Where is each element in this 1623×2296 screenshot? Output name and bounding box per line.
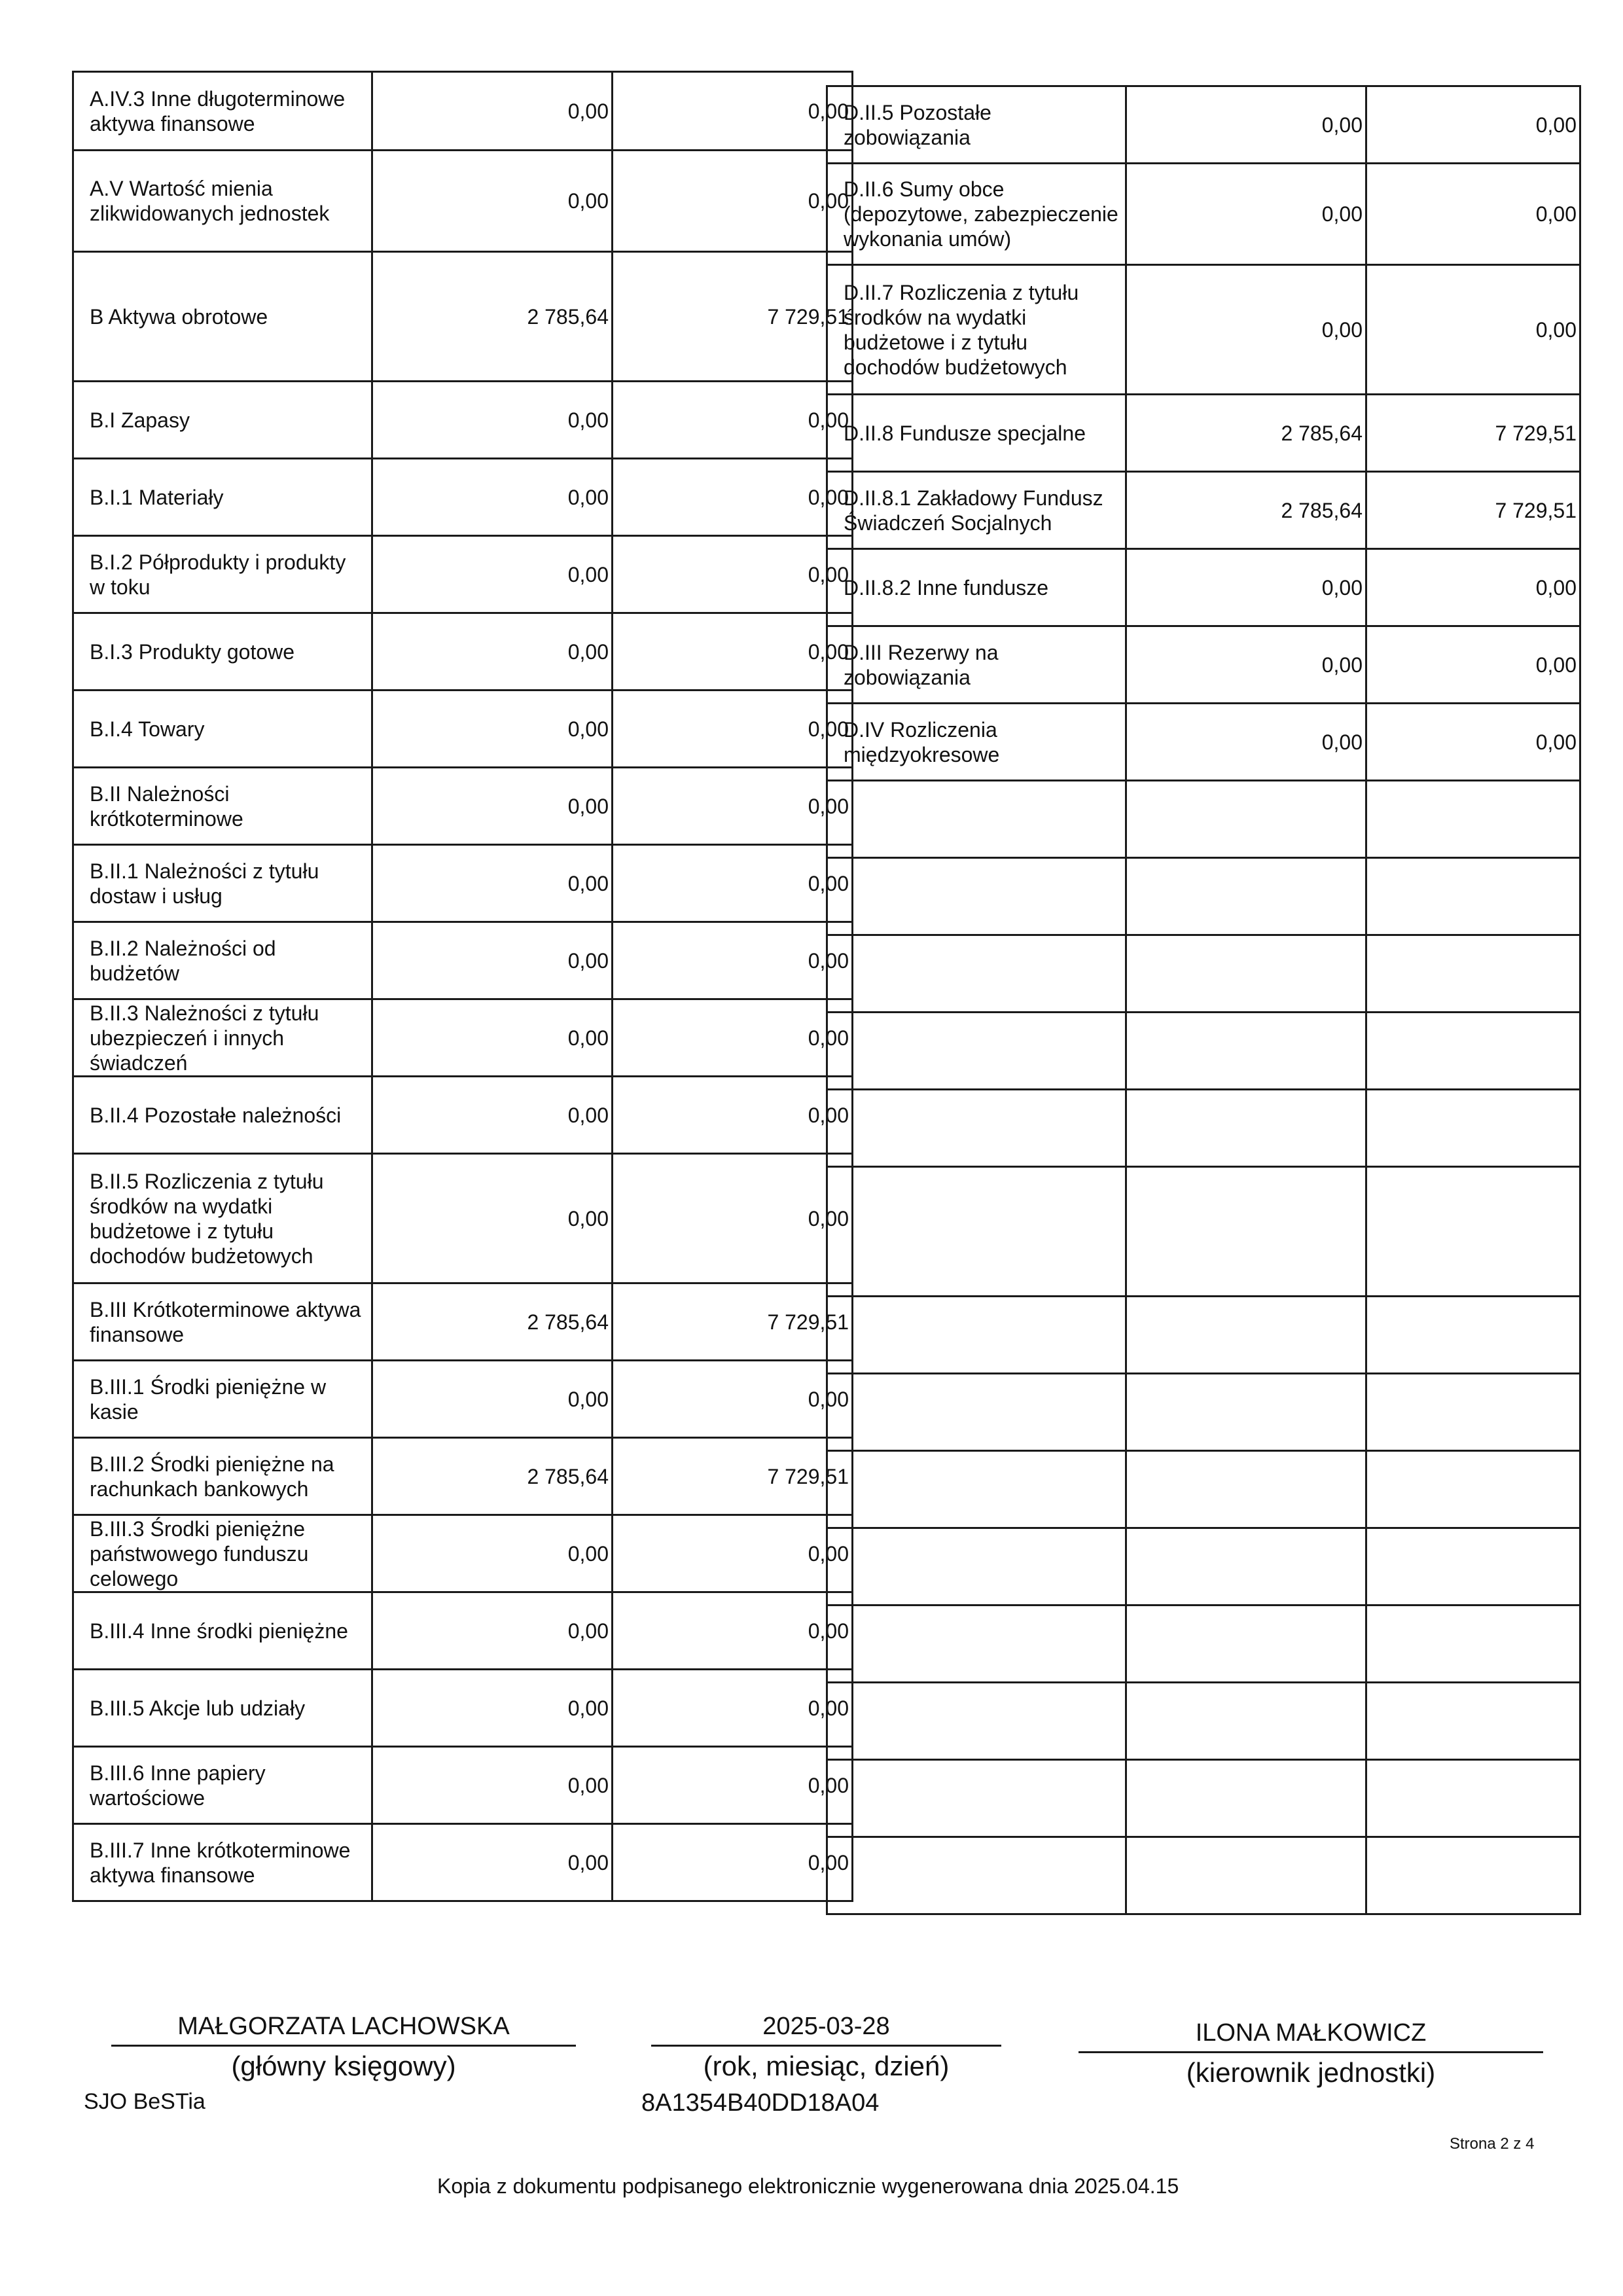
assets-row-value-current: 7 729,51: [613, 1283, 853, 1361]
assets-row-value-previous: 0,00: [372, 845, 613, 922]
liabilities-row-label: [827, 1090, 1126, 1167]
assets-row-label: B.II.3 Należności z tytułu ubezpieczeń i innych świadczeń: [73, 999, 372, 1077]
assets-row: [73, 1670, 853, 1747]
liabilities-row: [827, 1090, 1580, 1167]
liabilities-row: [827, 86, 1580, 164]
liabilities-row-label: D.II.8.1 Zakładowy Fundusz Świadczeń Socjalnych: [827, 472, 1126, 549]
assets-row-label: B.I.4 Towary: [73, 691, 372, 768]
assets-row-value-previous: 0,00: [372, 613, 613, 691]
liabilities-row-label: [827, 1760, 1126, 1837]
assets-row-label: B.III.4 Inne środki pieniężne: [73, 1592, 372, 1670]
assets-row-value-previous: 0,00: [372, 922, 613, 999]
liabilities-row-value-previous: [1126, 1013, 1366, 1090]
liabilities-row: [827, 781, 1580, 858]
liabilities-row-value-current: 0,00: [1366, 626, 1580, 704]
assets-row-label: B.II.1 Należności z tytułu dostaw i usług: [73, 845, 372, 922]
liabilities-row-value-current: [1366, 1760, 1580, 1837]
assets-row-value-current: 7 729,51: [613, 252, 853, 382]
liabilities-row-value-current: [1366, 1013, 1580, 1090]
date-role: (rok, miesiąc, dzień): [703, 2051, 950, 2081]
liabilities-row-value-previous: [1126, 1451, 1366, 1528]
liabilities-row: [827, 935, 1580, 1013]
electronic-copy-note: Kopia z dokumentu podpisanego elektronicznie wygenerowana dnia 2025.04.15: [437, 2174, 1179, 2198]
liabilities-row-value-current: 0,00: [1366, 265, 1580, 395]
head-role: (kierownik jednostki): [1186, 2057, 1436, 2088]
assets-row-value-previous: 2 785,64: [372, 1283, 613, 1361]
assets-row-value-current: 0,00: [613, 459, 853, 536]
liabilities-row-value-previous: 0,00: [1126, 704, 1366, 781]
liabilities-row: [827, 858, 1580, 935]
assets-row-label: B.III.5 Akcje lub udziały: [73, 1670, 372, 1747]
liabilities-row-value-current: 7 729,51: [1366, 472, 1580, 549]
assets-row: [73, 1361, 853, 1438]
assets-row-value-previous: 0,00: [372, 151, 613, 252]
assets-row: [73, 72, 853, 151]
assets-row-value-previous: 2 785,64: [372, 1438, 613, 1515]
liabilities-row-value-current: [1366, 858, 1580, 935]
liabilities-row-value-previous: 0,00: [1126, 86, 1366, 164]
assets-row-value-previous: 0,00: [372, 382, 613, 459]
liabilities-row-value-previous: 0,00: [1126, 265, 1366, 395]
liabilities-row-label: D.IV Rozliczenia międzyokresowe: [827, 704, 1126, 781]
liabilities-row: [827, 1167, 1580, 1297]
liabilities-row-value-current: [1366, 781, 1580, 858]
assets-row-label: A.IV.3 Inne długoterminowe aktywa finansowe: [73, 72, 372, 151]
assets-row-value-current: 7 729,51: [613, 1438, 853, 1515]
liabilities-row-label: D.II.6 Sumy obce (depozytowe, zabezpieczenie wykonania umów): [827, 164, 1126, 265]
assets-row: [73, 999, 853, 1077]
assets-row-value-previous: 0,00: [372, 1515, 613, 1592]
liabilities-row-label: [827, 1167, 1126, 1297]
liabilities-table: [826, 85, 1581, 1915]
document-code: 8A1354B40DD18A04: [641, 2089, 880, 2117]
liabilities-row-value-previous: [1126, 1167, 1366, 1297]
liabilities-row-value-previous: [1126, 858, 1366, 935]
assets-row-label: B.II Należności krótkoterminowe: [73, 768, 372, 845]
assets-row-value-current: 0,00: [613, 613, 853, 691]
liabilities-row-value-current: [1366, 1374, 1580, 1451]
liabilities-row: [827, 1605, 1580, 1683]
assets-row-label: A.V Wartość mienia zlikwidowanych jednostek: [73, 151, 372, 252]
assets-row: [73, 1515, 853, 1592]
liabilities-row-label: [827, 935, 1126, 1013]
liabilities-row: [827, 1760, 1580, 1837]
assets-row: [73, 613, 853, 691]
liabilities-row-label: D.III Rezerwy na zobowiązania: [827, 626, 1126, 704]
liabilities-row-label: [827, 1605, 1126, 1683]
liabilities-row-value-previous: [1126, 1374, 1366, 1451]
liabilities-row-value-current: 0,00: [1366, 164, 1580, 265]
liabilities-row-value-previous: 2 785,64: [1126, 395, 1366, 472]
assets-row-value-current: 0,00: [613, 151, 853, 252]
assets-row-value-current: 0,00: [613, 1154, 853, 1283]
assets-row: [73, 1592, 853, 1670]
assets-row-label: B.I Zapasy: [73, 382, 372, 459]
accountant-name: MAŁGORZATA LACHOWSKA: [177, 2013, 510, 2040]
liabilities-row-label: [827, 1451, 1126, 1528]
assets-row-value-previous: 0,00: [372, 1824, 613, 1901]
liabilities-row-value-current: [1366, 1605, 1580, 1683]
liabilities-row-label: [827, 1528, 1126, 1605]
liabilities-row-value-previous: [1126, 1683, 1366, 1760]
assets-row-value-current: 0,00: [613, 1077, 853, 1154]
liabilities-row: [827, 1528, 1580, 1605]
assets-row-value-current: 0,00: [613, 1592, 853, 1670]
assets-row-label: B.I.2 Półprodukty i produkty w toku: [73, 536, 372, 613]
assets-row-label: B.I.1 Materiały: [73, 459, 372, 536]
assets-row-value-current: 0,00: [613, 1670, 853, 1747]
liabilities-row-value-current: [1366, 1837, 1580, 1914]
liabilities-row-value-current: [1366, 1297, 1580, 1374]
liabilities-row-value-previous: [1126, 781, 1366, 858]
assets-row-value-current: 0,00: [613, 382, 853, 459]
assets-row-label: B.III.7 Inne krótkoterminowe aktywa finansowe: [73, 1824, 372, 1901]
liabilities-row-value-previous: [1126, 1297, 1366, 1374]
assets-row: [73, 1283, 853, 1361]
assets-row-label: B.III.6 Inne papiery wartościowe: [73, 1747, 372, 1824]
assets-row-label: B Aktywa obrotowe: [73, 252, 372, 382]
assets-row-value-current: 0,00: [613, 1747, 853, 1824]
assets-row-label: B.III.1 Środki pieniężne w kasie: [73, 1361, 372, 1438]
assets-row-value-current: 0,00: [613, 999, 853, 1077]
assets-row: [73, 252, 853, 382]
assets-row-value-current: 0,00: [613, 1515, 853, 1592]
assets-row-label: B.I.3 Produkty gotowe: [73, 613, 372, 691]
assets-row-value-current: 0,00: [613, 768, 853, 845]
liabilities-row-value-current: 7 729,51: [1366, 395, 1580, 472]
assets-row-label: B.II.5 Rozliczenia z tytułu środków na wydatki budżetowe i z tytułu dochodów budżetowych: [73, 1154, 372, 1283]
liabilities-row: [827, 164, 1580, 265]
assets-row-value-current: 0,00: [613, 72, 853, 151]
assets-row-label: B.III.2 Środki pieniężne na rachunkach bankowych: [73, 1438, 372, 1515]
liabilities-row-value-previous: 2 785,64: [1126, 472, 1366, 549]
assets-row: [73, 1077, 853, 1154]
liabilities-row-value-previous: [1126, 1090, 1366, 1167]
liabilities-row-value-previous: [1126, 1760, 1366, 1837]
liabilities-row-label: D.II.7 Rozliczenia z tytułu środków na wydatki budżetowe i z tytułu dochodów budżetowych: [827, 265, 1126, 395]
page-number: Strona 2 z 4: [1450, 2135, 1535, 2153]
liabilities-row-value-previous: [1126, 1837, 1366, 1914]
liabilities-row-value-current: [1366, 1090, 1580, 1167]
liabilities-row: [827, 1297, 1580, 1374]
assets-row: [73, 151, 853, 252]
assets-row: [73, 1438, 853, 1515]
liabilities-row-value-current: [1366, 1528, 1580, 1605]
assets-table-body: [73, 72, 853, 1901]
liabilities-row-label: [827, 858, 1126, 935]
liabilities-row-label: D.II.5 Pozostałe zobowiązania: [827, 86, 1126, 164]
assets-row-value-previous: 0,00: [372, 536, 613, 613]
liabilities-row-label: [827, 781, 1126, 858]
assets-row-label: B.III.3 Środki pieniężne państwowego funduszu celowego: [73, 1515, 372, 1592]
liabilities-row: [827, 704, 1580, 781]
liabilities-row-label: [827, 1013, 1126, 1090]
assets-row-value-previous: 0,00: [372, 459, 613, 536]
assets-row: [73, 1824, 853, 1901]
assets-row-value-current: 0,00: [613, 922, 853, 999]
assets-row-value-previous: 0,00: [372, 1670, 613, 1747]
assets-row-value-previous: 0,00: [372, 768, 613, 845]
assets-row-value-current: 0,00: [613, 691, 853, 768]
liabilities-row: [827, 265, 1580, 395]
liabilities-row-value-current: 0,00: [1366, 549, 1580, 626]
assets-row: [73, 845, 853, 922]
liabilities-row-value-current: [1366, 1451, 1580, 1528]
liabilities-row-label: [827, 1683, 1126, 1760]
assets-row: [73, 536, 853, 613]
liabilities-row-value-current: [1366, 1167, 1580, 1297]
assets-row-label: B.II.4 Pozostałe należności: [73, 1077, 372, 1154]
assets-row-value-previous: 0,00: [372, 691, 613, 768]
liabilities-row: [827, 1013, 1580, 1090]
assets-row-label: B.III Krótkoterminowe aktywa finansowe: [73, 1283, 372, 1361]
assets-row-value-previous: 0,00: [372, 1592, 613, 1670]
assets-row-value-previous: 0,00: [372, 1747, 613, 1824]
assets-row: [73, 382, 853, 459]
assets-row: [73, 1154, 853, 1283]
software-name: SJO BeSTia: [84, 2089, 205, 2114]
liabilities-row: [827, 472, 1580, 549]
liabilities-row-value-previous: [1126, 1528, 1366, 1605]
accountant-role: (główny księgowy): [231, 2051, 456, 2081]
assets-row: [73, 459, 853, 536]
head-name: ILONA MAŁKOWICZ: [1195, 2019, 1427, 2047]
date-signature-block: [651, 2013, 1001, 2082]
liabilities-row: [827, 1837, 1580, 1914]
assets-row: [73, 691, 853, 768]
liabilities-row-value-current: [1366, 935, 1580, 1013]
assets-row-value-previous: 0,00: [372, 1077, 613, 1154]
assets-row-value-current: 0,00: [613, 845, 853, 922]
liabilities-row-label: [827, 1837, 1126, 1914]
assets-row-value-previous: 0,00: [372, 999, 613, 1077]
liabilities-row: [827, 626, 1580, 704]
liabilities-row-value-previous: [1126, 935, 1366, 1013]
liabilities-row-value-current: [1366, 1683, 1580, 1760]
liabilities-row-label: [827, 1374, 1126, 1451]
liabilities-row: [827, 395, 1580, 472]
liabilities-row-value-previous: [1126, 1605, 1366, 1683]
liabilities-row-label: D.II.8.2 Inne fundusze: [827, 549, 1126, 626]
liabilities-row-value-current: 0,00: [1366, 704, 1580, 781]
liabilities-row-label: D.II.8 Fundusze specjalne: [827, 395, 1126, 472]
head-signature-block: [1079, 2019, 1543, 2089]
liabilities-row: [827, 1451, 1580, 1528]
report-date: 2025-03-28: [762, 2013, 890, 2040]
assets-row: [73, 768, 853, 845]
liabilities-row-value-current: 0,00: [1366, 86, 1580, 164]
assets-row: [73, 1747, 853, 1824]
assets-row-value-current: 0,00: [613, 1361, 853, 1438]
liabilities-table-body: [827, 86, 1580, 1914]
liabilities-row: [827, 1683, 1580, 1760]
liabilities-row-value-previous: 0,00: [1126, 164, 1366, 265]
liabilities-row-value-previous: 0,00: [1126, 626, 1366, 704]
assets-row-value-previous: 2 785,64: [372, 252, 613, 382]
assets-row-label: B.II.2 Należności od budżetów: [73, 922, 372, 999]
assets-row-value-current: 0,00: [613, 1824, 853, 1901]
assets-row-value-previous: 0,00: [372, 1154, 613, 1283]
assets-table: [72, 71, 853, 1902]
accountant-signature-block: [111, 2013, 576, 2082]
assets-row: [73, 922, 853, 999]
liabilities-row-label: [827, 1297, 1126, 1374]
liabilities-row: [827, 549, 1580, 626]
assets-row-value-previous: 0,00: [372, 1361, 613, 1438]
assets-row-value-current: 0,00: [613, 536, 853, 613]
assets-row-value-previous: 0,00: [372, 72, 613, 151]
liabilities-row: [827, 1374, 1580, 1451]
liabilities-row-value-previous: 0,00: [1126, 549, 1366, 626]
